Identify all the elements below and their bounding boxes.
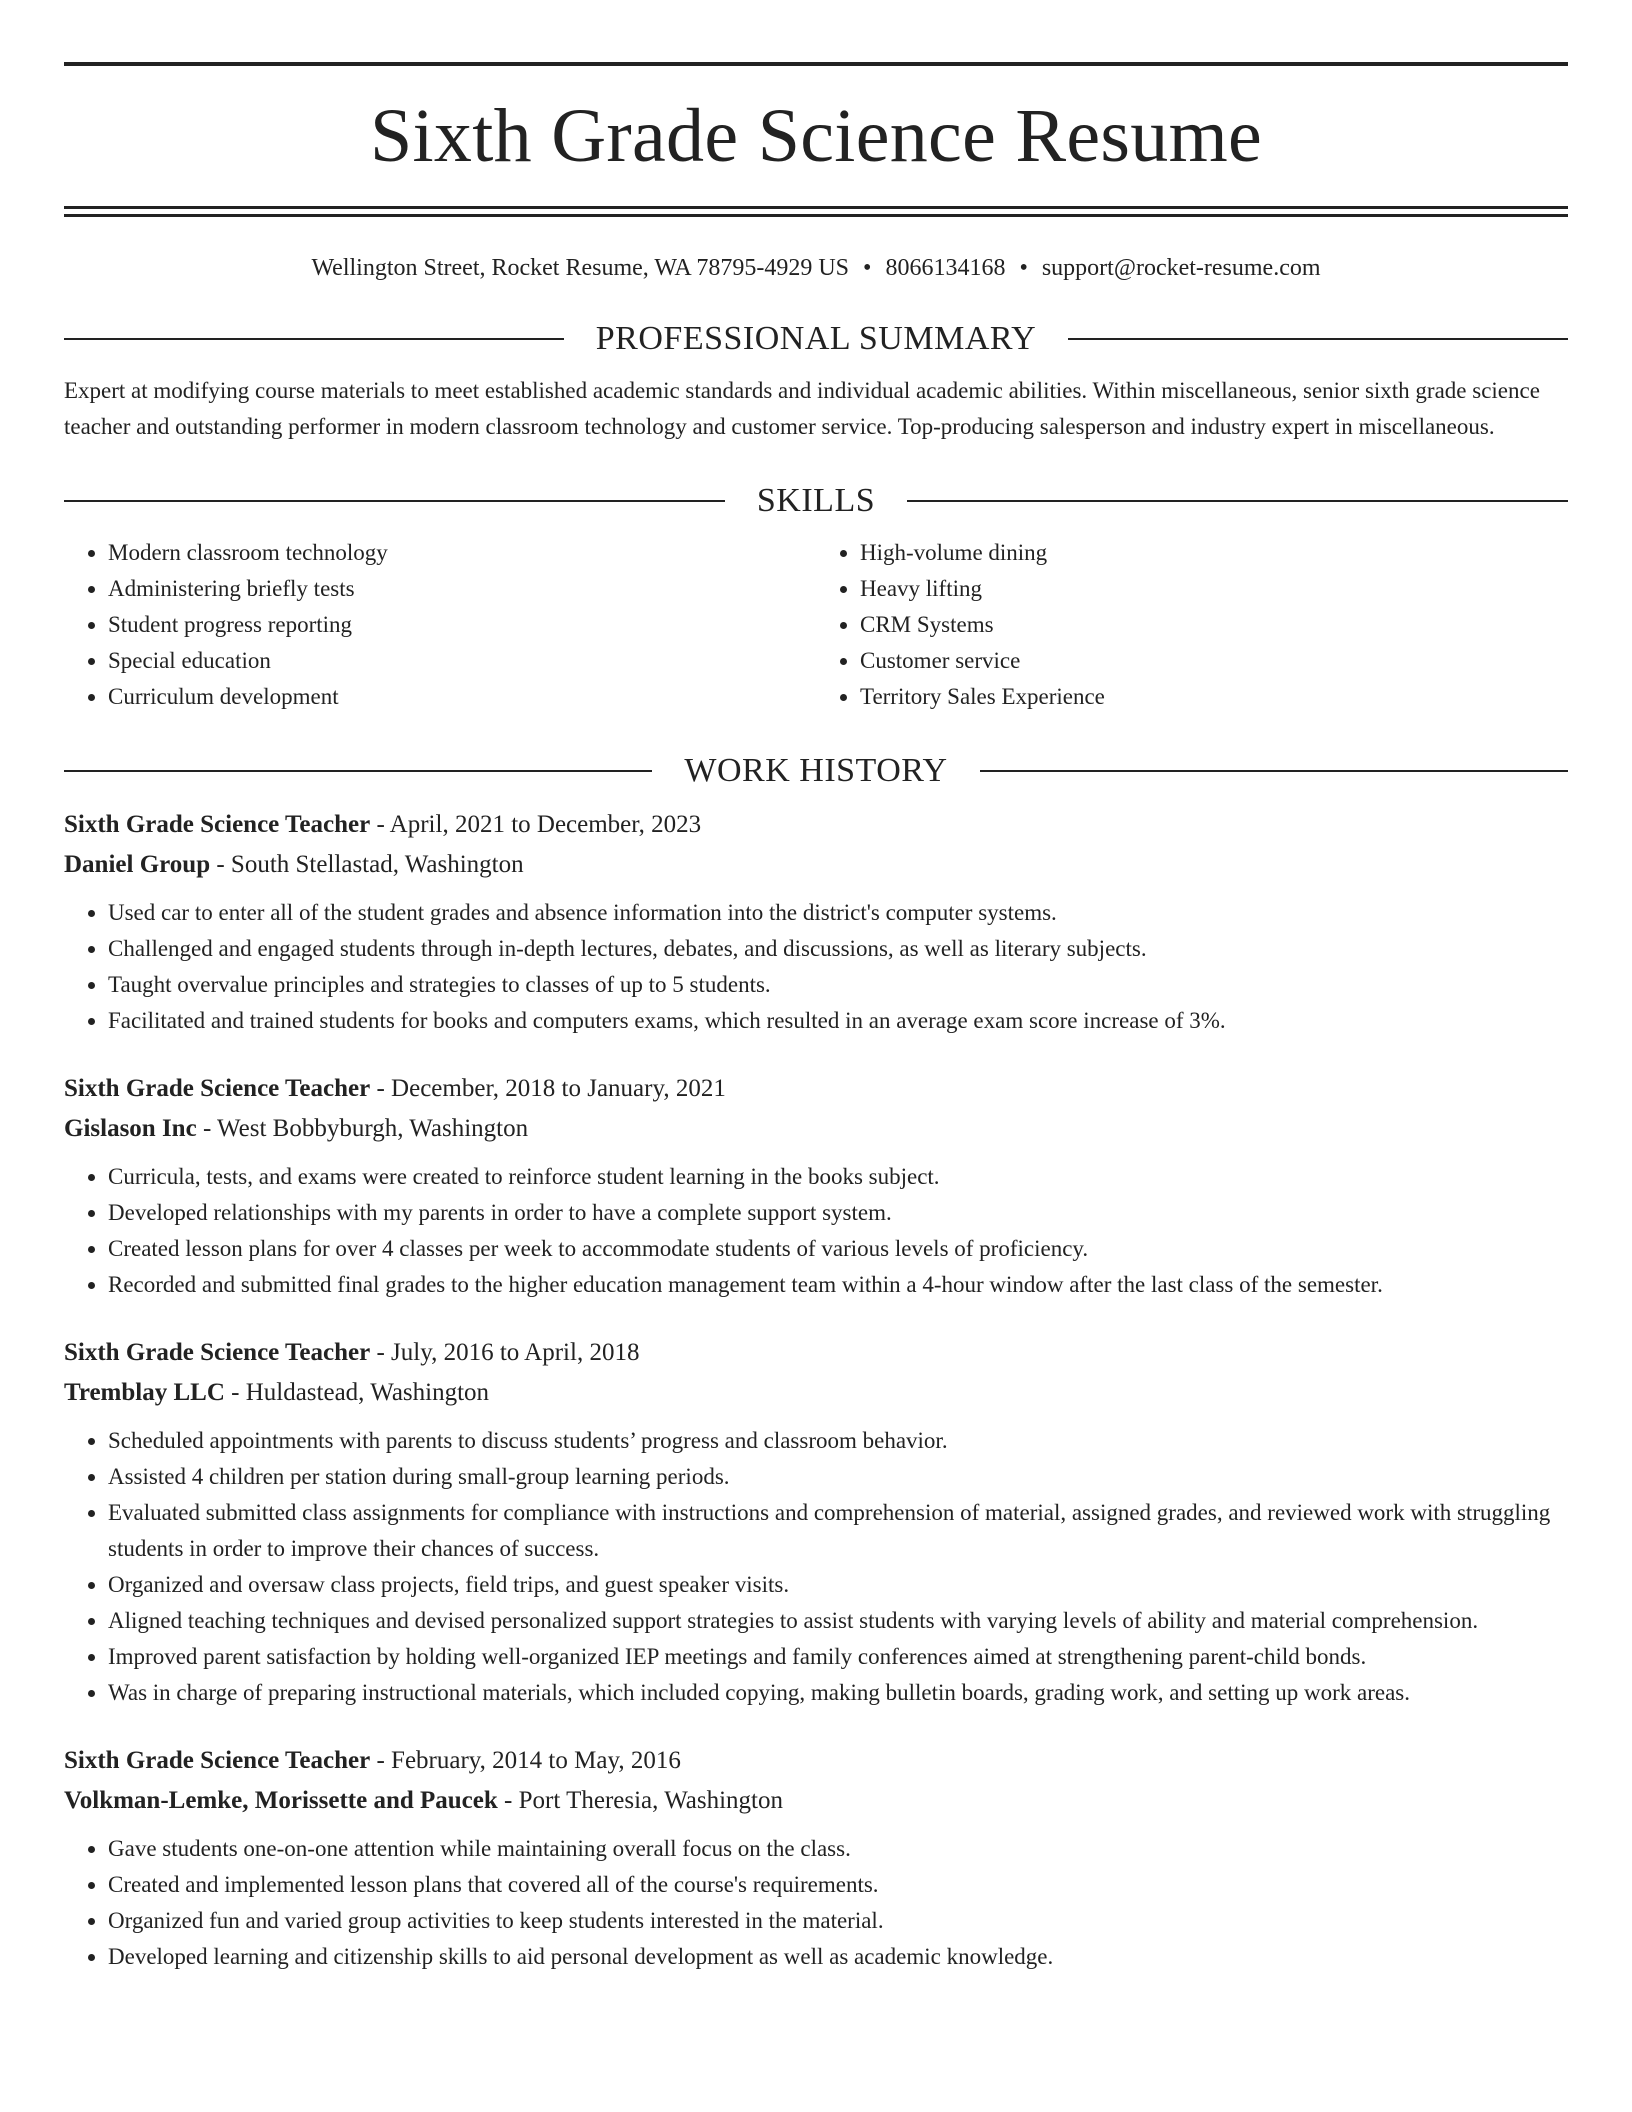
job-dates: - December, 2018 to January, 2021 — [370, 1075, 726, 1102]
job-company-line — [64, 1109, 1568, 1149]
summary-heading: PROFESSIONAL SUMMARY — [595, 320, 1037, 357]
job-bullet: • Created lesson plans for over 4 classes per week to accommodate students of various levels of proficiency. — [108, 1231, 1568, 1267]
job-title: Sixth Grade Science Teacher — [64, 811, 371, 838]
work-heading: WORK HISTORY — [684, 752, 948, 789]
job-dates: - February, 2014 to May, 2016 — [370, 1747, 681, 1774]
skill-item: • Student progress reporting — [108, 607, 816, 643]
skills-heading: SKILLS — [756, 482, 876, 519]
skills-list — [64, 535, 1568, 715]
heading-rule — [1068, 338, 1568, 340]
job-title: Sixth Grade Science Teacher — [64, 1747, 371, 1774]
skill-item: • Heavy lifting — [860, 571, 1568, 607]
contact-separator: • — [863, 255, 872, 281]
contact-separator: • — [1019, 255, 1028, 281]
section-heading-work — [64, 751, 1568, 791]
job-bullet: • Facilitated and trained students for books and computers exams, which resulted in an average exam score increase of 3%. — [108, 1003, 1568, 1039]
job-bullet: • Developed learning and citizenship skills to aid personal development as well as academic knowledge. — [108, 1939, 1568, 1975]
job-bullets — [64, 895, 1568, 1039]
skill-item: • Special education — [108, 643, 816, 679]
job-bullet: • Scheduled appointments with parents to discuss students’ progress and classroom behavior. — [108, 1423, 1568, 1459]
job-company-line — [64, 1373, 1568, 1413]
job-bullets — [64, 1831, 1568, 1975]
heading-rule — [64, 338, 564, 340]
contact-address: Wellington Street, Rocket Resume, WA 78795-4929 US — [311, 255, 850, 281]
job-bullet: • Organized fun and varied group activities to keep students interested in the material. — [108, 1903, 1568, 1939]
job-title-line — [64, 1741, 1568, 1781]
job-bullet: • Organized and oversaw class projects, field trips, and guest speaker visits. — [108, 1567, 1568, 1603]
job-bullet: • Used car to enter all of the student grades and absence information into the district's computer systems. — [108, 895, 1568, 931]
job-title-line — [64, 1069, 1568, 1109]
job-company: Gislason Inc — [64, 1115, 197, 1142]
job-bullet: • Challenged and engaged students through in-depth lectures, debates, and discussions, as well as literary subjects. — [108, 931, 1568, 967]
skill-item: • Curriculum development — [108, 679, 816, 715]
skill-item: • High-volume dining — [860, 535, 1568, 571]
job-bullet: • Curricula, tests, and exams were created to reinforce student learning in the books subject. — [108, 1159, 1568, 1195]
job-dates: - July, 2016 to April, 2018 — [370, 1339, 640, 1366]
job-location: - Huldastead, Washington — [224, 1379, 490, 1406]
skill-item: • Modern classroom technology — [108, 535, 816, 571]
heading-rule — [907, 500, 1568, 502]
job-bullets — [64, 1423, 1568, 1711]
job-dates: - April, 2021 to December, 2023 — [370, 811, 702, 838]
job-bullet: • Assisted 4 children per station during small-group learning periods. — [108, 1459, 1568, 1495]
job-location: - Port Theresia, Washington — [497, 1787, 783, 1814]
title-double-rule — [64, 206, 1568, 217]
job-bullet: • Recorded and submitted final grades to the higher education management team within a 4-hour window after the last class of the semester. — [108, 1267, 1568, 1303]
job-location: - West Bobbyburgh, Washington — [196, 1115, 529, 1142]
skills-column-right — [816, 535, 1568, 715]
top-rule — [64, 62, 1568, 66]
skill-item: • Territory Sales Experience — [860, 679, 1568, 715]
job-entry — [64, 1069, 1568, 1303]
contact-email: support@rocket-resume.com — [1041, 255, 1321, 281]
job-entry — [64, 1741, 1568, 1975]
job-title: Sixth Grade Science Teacher — [64, 1339, 371, 1366]
job-company: Volkman-Lemke, Morissette and Paucek — [64, 1787, 498, 1814]
job-entry — [64, 1333, 1568, 1711]
skill-item: • Customer service — [860, 643, 1568, 679]
contact-line — [64, 253, 1568, 283]
job-bullet: • Gave students one-on-one attention while maintaining overall focus on the class. — [108, 1831, 1568, 1867]
job-bullet: • Developed relationships with my parents in order to have a complete support system. — [108, 1195, 1568, 1231]
section-heading-summary — [64, 319, 1568, 359]
job-company-line — [64, 845, 1568, 885]
job-location: - South Stellastad, Washington — [210, 851, 524, 878]
job-entry — [64, 805, 1568, 1039]
job-bullet: • Was in charge of preparing instructional materials, which included copying, making bulletin boards, grading work, and setting up work areas. — [108, 1675, 1568, 1711]
job-bullet: • Taught overvalue principles and strategies to classes of up to 5 students. — [108, 967, 1568, 1003]
resume-title: Sixth Grade Science Resume — [369, 94, 1263, 178]
section-heading-skills — [64, 481, 1568, 521]
job-bullet: • Created and implemented lesson plans that covered all of the course's requirements. — [108, 1867, 1568, 1903]
job-title: Sixth Grade Science Teacher — [64, 1075, 371, 1102]
job-bullet: • Aligned teaching techniques and devised personalized support strategies to assist students with varying levels of ability and material comprehension. — [108, 1603, 1568, 1639]
job-title-line — [64, 1333, 1568, 1373]
job-bullets — [64, 1159, 1568, 1303]
contact-phone: 8066134168 — [885, 255, 1006, 281]
summary-text: Expert at modifying course materials to meet established academic standards and individual academic abilities. Within miscellaneous, senior sixth grade science teacher and outstanding performer in modern classroom technology and customer service. Top-producing salesperson and industry expert in miscellaneous. — [64, 378, 1540, 439]
skill-item: • CRM Systems — [860, 607, 1568, 643]
skill-item: • Administering briefly tests — [108, 571, 816, 607]
job-bullet: • Improved parent satisfaction by holding well-organized IEP meetings and family conferences aimed at strengthening parent-child bonds. — [108, 1639, 1568, 1675]
skills-column-left — [64, 535, 816, 715]
heading-rule — [64, 770, 652, 772]
job-title-line — [64, 805, 1568, 845]
job-company: Daniel Group — [64, 851, 211, 878]
job-company-line — [64, 1781, 1568, 1821]
job-bullet: • Evaluated submitted class assignments for compliance with instructions and comprehension of material, assigned grades, and reviewed work with struggling students in order to improve their chances of success. — [108, 1495, 1568, 1567]
job-company: Tremblay LLC — [64, 1379, 225, 1406]
heading-rule — [64, 500, 725, 502]
heading-rule — [980, 770, 1568, 772]
